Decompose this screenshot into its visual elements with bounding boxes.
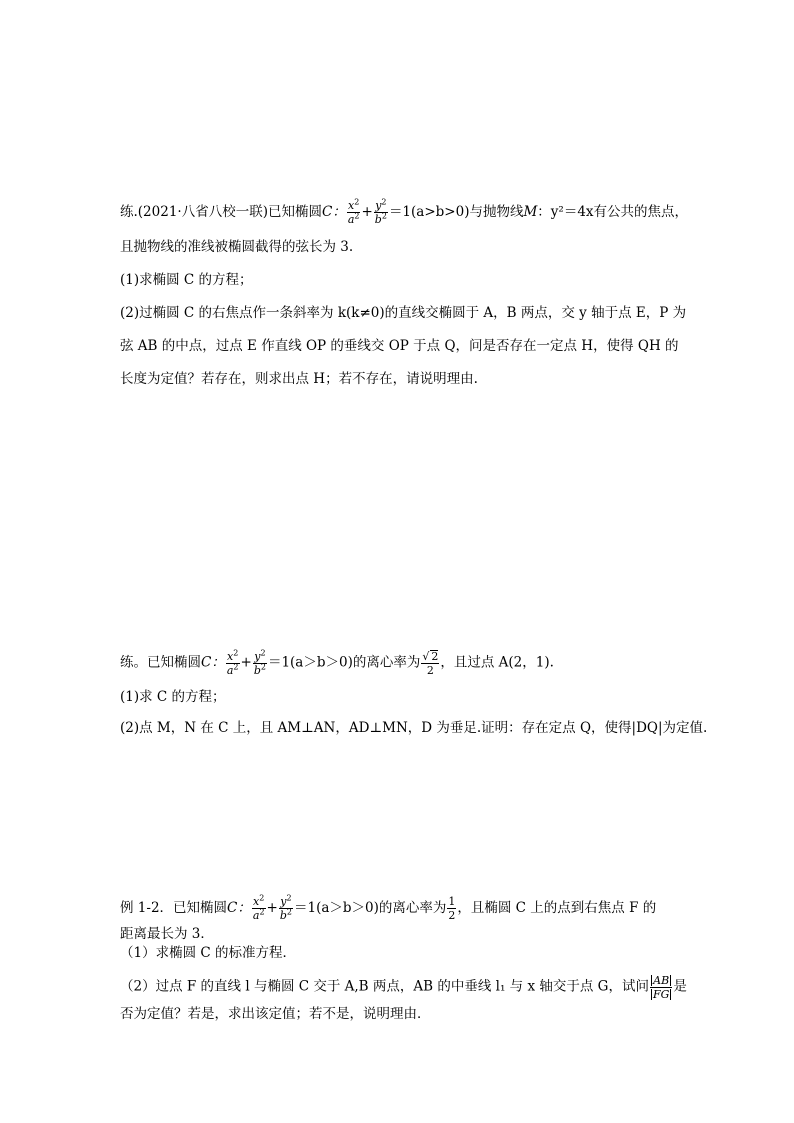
problem1-question2-line1: (2)过椭圆 C 的右焦点作一条斜率为 k(k≠0)的直线交椭圆于 A，B 两点，交 y 轴于点 E，P 为: [120, 305, 687, 321]
problem2-question1: (1)求 C 的方程；: [120, 689, 226, 705]
problem3-line1: 例 1-2．已知椭圆C： $\frac{x^2}{a^2}$ + $\frac{y^2}{b^2}$ ＝1(a＞b＞0)的离心率为 $\frac{1}{2}$ ，且椭圆 C 上的点到右焦点 F 的: [120, 893, 657, 922]
fraction-eccentricity: $\frac{1}{2}$: [448, 895, 456, 922]
fraction-ratio: $\frac{AB}{FG}$: [650, 974, 672, 1000]
fraction-y: $\frac{y^2}{b^2}$: [253, 647, 266, 677]
problem1-question1: (1)求椭圆 C 的方程；: [120, 272, 253, 288]
problem3-question2-line2: 否为定值？若是，求出该定值；若不是，说明理由．: [120, 1006, 431, 1022]
problem1-line2: 且抛物线的准线被椭圆截得的弦长为 3.: [120, 239, 354, 255]
fraction-x: $\frac{x^2}{a^2}$: [252, 893, 265, 922]
problem3-line2: 距离最长为 3．: [120, 926, 214, 942]
fraction-x: $\frac{x^2}{a^2}$: [347, 197, 360, 226]
fraction-y: $\frac{y^2}{b^2}$: [279, 893, 292, 922]
problem2-line1: 练。已知椭圆C： $\frac{x^2}{a^2}$ + $\frac{y^2}{b^2}$ ＝1(a＞b＞0)的离心率为 $\frac{√ 2}{2}$ ，且过点 A(2，1).: [120, 647, 554, 677]
problem1-question2-line2: 弦 AB 的中点，过点 E 作直线 OP 的垂线交 OP 于点 Q，问是否存在一定点 H，使得 QH 的: [120, 338, 679, 354]
fraction-eccentricity: $\frac{√ 2}{2}$: [422, 650, 439, 677]
problem2-question2: (2)点 M，N 在 C 上，且 AM⊥AN，AD⊥MN，D 为垂足.证明：存在定点 Q，使得|DQ|为定值.: [120, 720, 708, 736]
fraction-x: $\frac{x^2}{a^2}$: [226, 647, 239, 677]
problem3-question2-line1: （2）过点 F 的直线 l 与椭圆 C 交于 A,B 两点，AB 的中垂线 l₁ 与 x 轴交于点 G，试问 $\frac{AB}{FG}$ 是: [120, 973, 687, 1001]
problem1-question2-line3: 长度为定值？若存在，则求出点 H；若不存在，请说明理由.: [120, 371, 478, 387]
problem1-line1: 练.(2021·八省八校一联)已知椭圆C： $\frac{x^2}{a^2}$ + $\frac{y^2}{b^2}$ ＝1(a>b>0)与抛物线M：y²＝4x有公共的焦点，: [120, 197, 689, 226]
problem3-question1: （1）求椭圆 C 的标准方程．: [120, 945, 297, 961]
fraction-y: $\frac{y^2}{b^2}$: [374, 197, 387, 226]
